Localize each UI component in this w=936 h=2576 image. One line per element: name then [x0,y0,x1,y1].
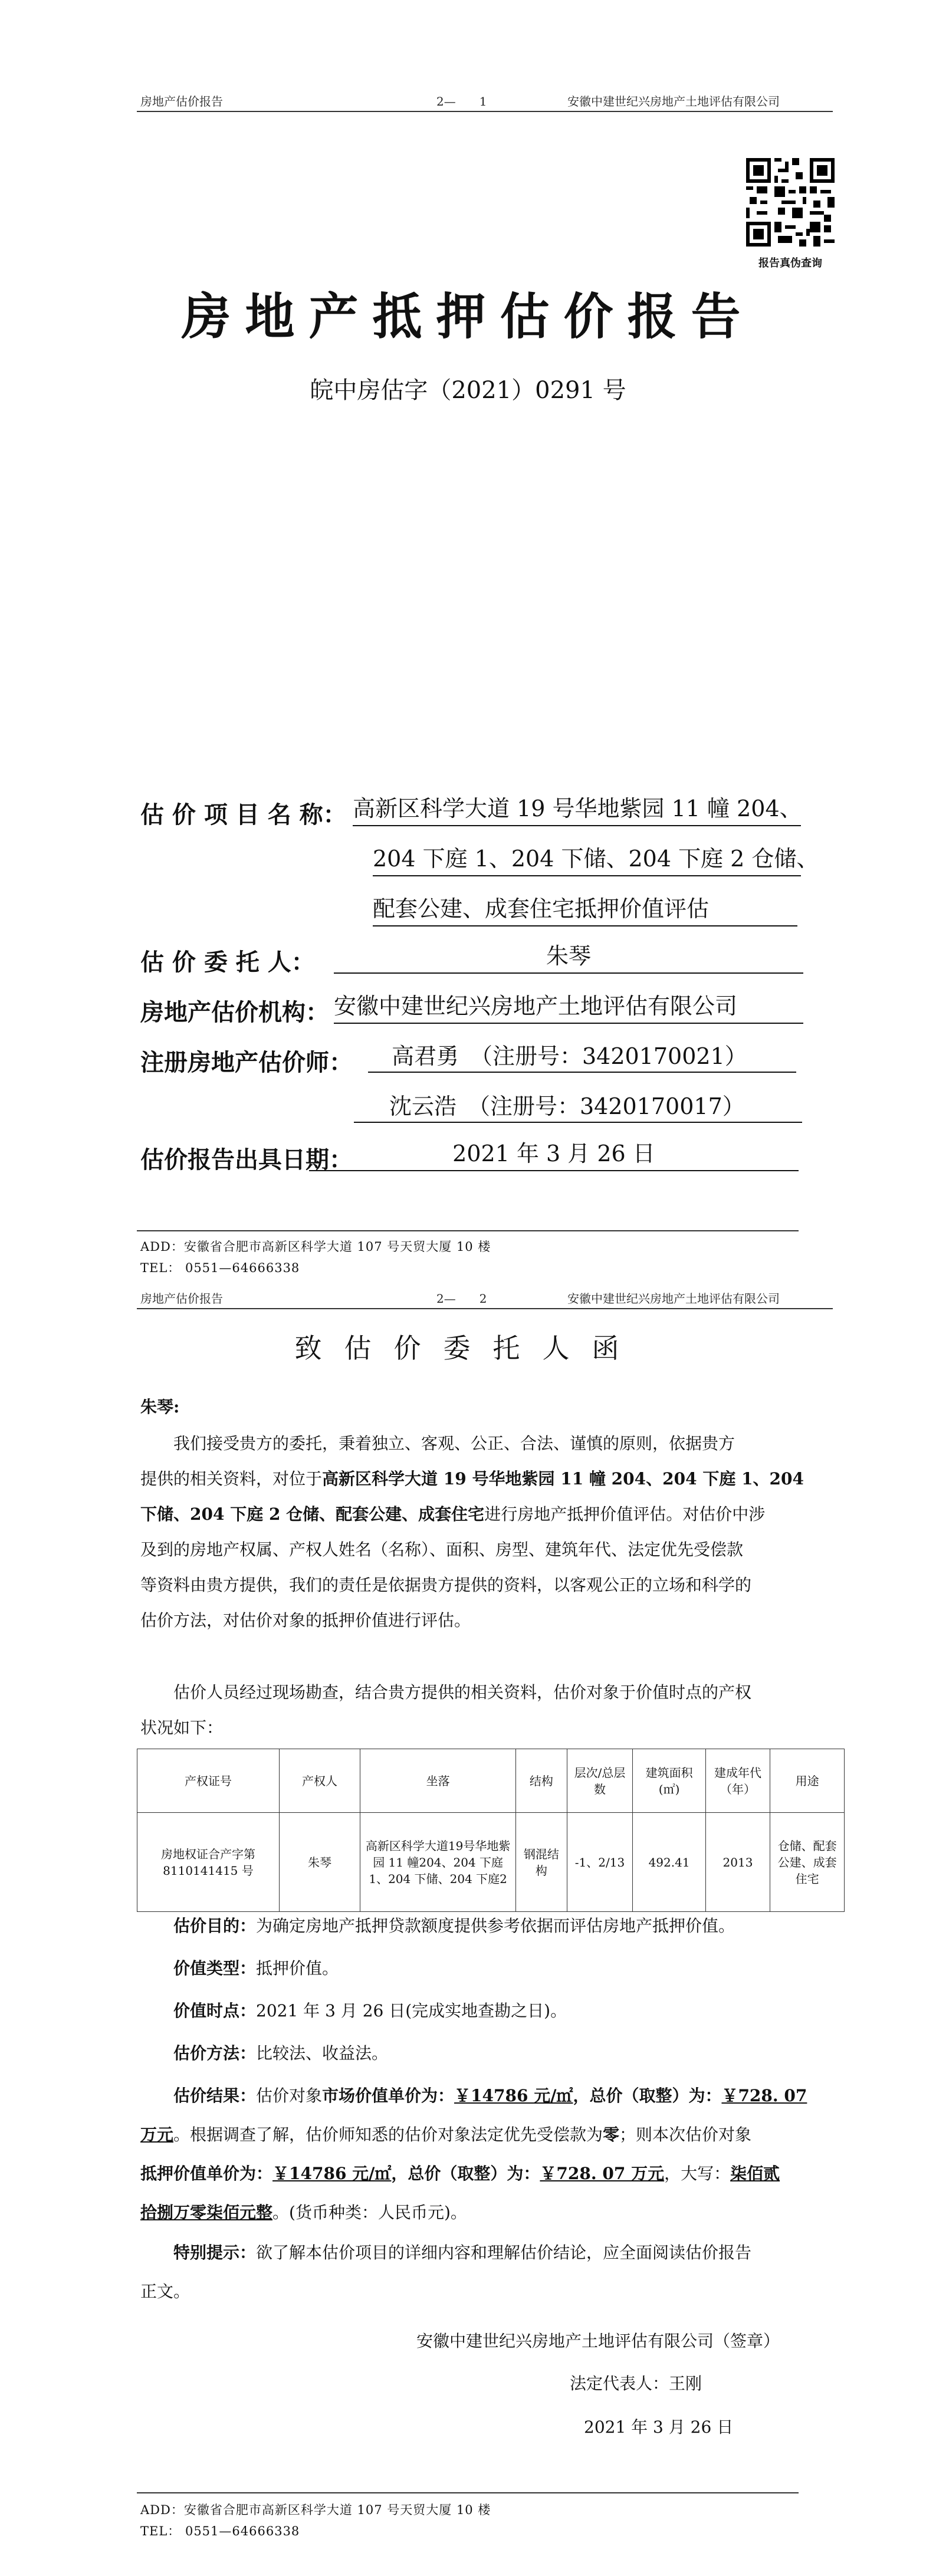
qr-code-icon [746,158,835,247]
para1-line-3 [140,1497,836,1532]
header-left: 房地产估价报告 [140,1292,223,1306]
result-text: 估价对象 [256,2086,323,2105]
special-note-line-2: 正文。 [140,2282,191,2301]
report-title: 房地产抵押估价报告 [181,287,755,346]
label-project: 估 价 项 目 名 称： [140,801,347,829]
footer-rule [137,1230,799,1231]
report-date: 2021 年 3 月 26 日 [309,1138,799,1171]
signature-company: 安徽中建世纪兴房地产土地评估有限公司（签章） [416,2331,780,2351]
result-text: 。(货币种类：人民币元)。 [272,2203,467,2222]
th-structure: 结构 [516,1749,567,1813]
cell-year: 2013 [705,1813,770,1912]
market-total-price: ￥728. 07 [721,2086,807,2105]
result-line-2 [140,2117,751,2153]
result-text: ，总价（取整）为： [391,2164,540,2183]
table-row [137,1813,845,1912]
th-area: 建筑面积(㎡) [633,1749,705,1813]
footer-phone: TEL： 0551—64666338 [140,2524,300,2538]
cell-structure: 钢混结构 [516,1813,567,1912]
property-address-bold-2: 下储、204 下庭 2 仓储、配套公建、成套住宅 [140,1504,485,1524]
header-left: 房地产估价报告 [140,94,223,109]
cell-area: 492.41 [633,1813,705,1912]
footer-phone: TEL： 0551—64666338 [140,1261,300,1275]
value-time-label: 价值时点： [173,2001,257,2020]
result-text: 市场价值单价为： [322,2086,455,2105]
value-type-value: 抵押价值。 [256,1959,339,1978]
amount-in-words: 拾捌万零柒佰元整 [140,2203,273,2222]
th-usage: 用途 [770,1749,845,1813]
para1-text-2: 进行房地产抵押价值评估。对估价中涉 [484,1504,766,1524]
priority-amount: 零 [603,2125,620,2144]
project-line-3: 配套公建、成套住宅抵押价值评估 [373,893,797,926]
para2-line-1: 估价人员经过现场勘查，结合贵方提供的相关资料，估价对象于价值时点的产权 [173,1683,752,1702]
th-cert-no: 产权证号 [137,1749,280,1813]
header-page-number: 2— 2 [436,1292,487,1306]
cell-owner: 朱琴 [279,1813,360,1912]
paragraph-1 [140,1426,836,1638]
th-location: 坐落 [360,1749,516,1813]
result-unit: 万元 [140,2125,174,2144]
method-value: 比较法、收益法。 [256,2043,389,2063]
cell-location: 高新区科学大道19号华地紫园 11 幢204、204 下庭 1、204 下储、204 下庭2 [360,1813,516,1912]
document-number: 皖中房估字（2021）0291 号 [310,377,626,404]
para1-line-5: 等资料由贵方提供，我们的责任是依据贵方提供的资料，以客观公正的立场和科学的 [140,1575,752,1595]
item-method [173,2036,388,2071]
item-purpose [173,1908,735,1944]
amount-in-words: 柒佰贰 [730,2164,780,2183]
header-right: 安徽中建世纪兴房地产土地评估有限公司 [567,1292,780,1306]
result-label: 估价结果： [173,2086,257,2105]
th-floor: 层次/总层数 [567,1749,633,1813]
label-date: 估价报告出具日期： [140,1146,353,1174]
item-value-time [173,1993,567,2029]
cell-floor: -1、2/13 [567,1813,633,1912]
project-line-2: 204 下庭 1、204 下储、204 下庭 2 仓储、 [373,843,801,876]
value-time-value: 2021 年 3 月 26 日(完成实地查勘之日)。 [256,2001,567,2020]
para2-line-2: 状况如下： [140,1718,224,1737]
result-text: ；则本次估价对象 [619,2125,752,2144]
para1-text: 提供的相关资料，对位于 [140,1469,323,1489]
result-line-4 [140,2195,467,2230]
project-line-1: 高新区科学大道 19 号华地紫园 11 幢 204、 [353,793,801,826]
footer-address: ADD：安徽省合肥市高新区科学大道 107 号天贸大厦 10 楼 [140,1240,491,1254]
method-label: 估价方法： [173,2043,257,2063]
cell-cert-no: 房地权证合产字第8110141415 号 [137,1813,280,1912]
paragraph-2 [140,1675,836,1746]
mortgage-unit-price: ￥14786 元/㎡ [272,2164,392,2183]
label-client: 估 价 委 托 人： [140,948,315,976]
value-type-label: 价值类型： [173,1959,257,1978]
signature-representative: 法定代表人：王刚 [570,2374,702,2393]
footer-rule [137,2492,799,2493]
result-text: ，大写： [664,2164,731,2183]
qr-caption: 报告真伪查询 [758,257,822,270]
para1-line-1: 我们接受贵方的委托，秉着独立、客观、公正、合法、谨慎的原则，依据贵方 [173,1434,735,1453]
purpose-value: 为确定房地产抵押贷款额度提供参考依据而评估房地产抵押价值。 [256,1916,735,1936]
appraiser-2: 沈云浩 （注册号：3420170017） [354,1091,802,1123]
property-address-bold: 高新区科学大道 19 号华地紫园 11 幢 204、204 下庭 1、204 [322,1469,804,1489]
salutation: 朱琴: [140,1397,180,1417]
note-label: 特别提示： [173,2243,257,2262]
para1-line-6: 估价方法，对估价对象的抵押价值进行评估。 [140,1611,471,1630]
result-text: 抵押价值单价为： [140,2164,273,2183]
th-owner: 产权人 [279,1749,360,1813]
result-text: ，总价（取整）为： [573,2086,722,2105]
header-rule [137,1308,833,1309]
label-agency: 房地产估价机构： [140,998,329,1026]
agency-name: 安徽中建世纪兴房地产土地评估有限公司 [334,991,803,1024]
header-rule [137,111,833,112]
label-appraiser: 注册房地产估价师： [140,1049,353,1076]
para1-line-2 [140,1461,836,1497]
result-text: 。根据调查了解，估价师知悉的估价对象法定优先受偿款为 [173,2125,603,2144]
header-right: 安徽中建世纪兴房地产土地评估有限公司 [567,94,780,109]
result-line-1 [173,2078,807,2114]
item-value-type [173,1951,339,1986]
mortgage-total-price: ￥728. 07 万元 [540,2164,665,2183]
special-note-line-1 [173,2235,751,2271]
appraiser-1: 高君勇 （注册号：3420170021） [368,1041,796,1073]
footer-address: ADD：安徽省合肥市高新区科学大道 107 号天贸大厦 10 楼 [140,2503,491,2517]
signature-date: 2021 年 3 月 26 日 [584,2417,734,2437]
th-year: 建成年代（年） [705,1749,770,1813]
client-name: 朱琴 [334,941,803,974]
cell-usage: 仓储、配套公建、成套住宅 [770,1813,845,1912]
result-line-3 [140,2156,780,2191]
market-unit-price: ￥14786 元/㎡ [454,2086,573,2105]
header-page-number: 2— 1 [436,94,487,109]
property-rights-table [137,1749,845,1912]
purpose-label: 估价目的： [173,1916,257,1936]
letter-title: 致估价委托人函 [294,1332,642,1364]
para1-line-4: 及到的房地产权属、产权人姓名（名称）、面积、房型、建筑年代、法定优先受偿款 [140,1540,744,1559]
note-text: 欲了解本估价项目的详细内容和理解估价结论，应全面阅读估价报告 [256,2243,752,2262]
table-header-row [137,1749,845,1813]
